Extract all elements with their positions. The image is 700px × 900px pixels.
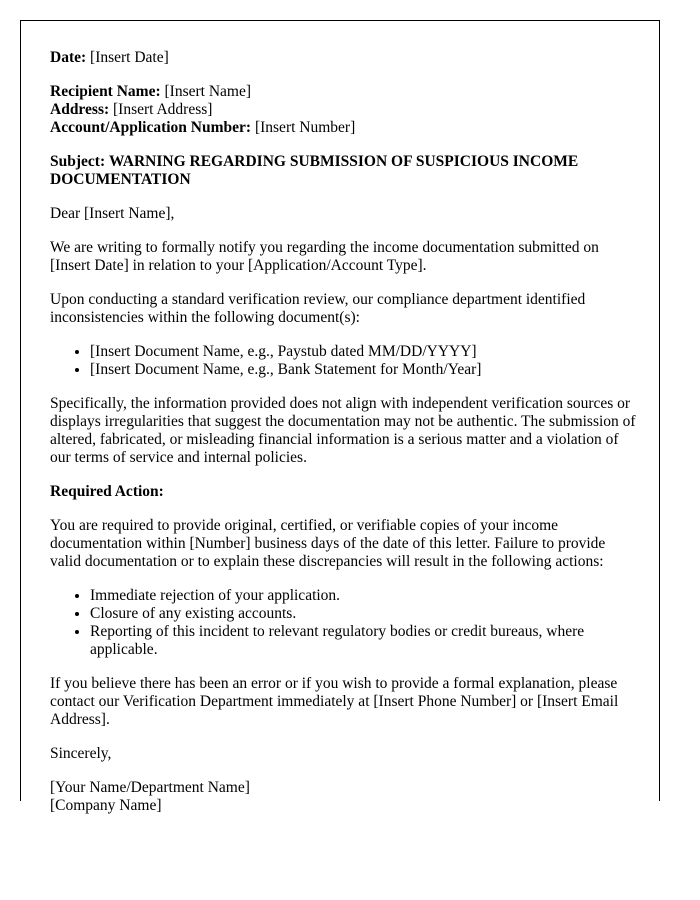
list-item: • [Insert Document Name, e.g., Bank Statement for Month/Year] [90,361,638,379]
date-line [50,49,638,67]
recipient-label: Recipient Name: [50,83,161,100]
recipient-value: [Insert Name] [164,83,251,100]
list-item: • Immediate rejection of your application. [90,587,638,605]
specifics-paragraph: Specifically, the information provided does not align with independent verification sources or displays irregularities that suggest the documentation may not be authentic. The submission of altered, fabricated, or misleading financial information is a serious matter and a violation of our terms of service and internal policies. [50,395,636,466]
subject-label: Subject: [50,153,106,170]
contact-paragraph: If you believe there has been an error or if you wish to provide a formal explanation, please contact our Verification Department immediately at [Insert Phone Number] or [Insert Email Address]. [50,675,619,728]
salutation: Dear [Insert Name], [50,205,175,222]
review-paragraph: Upon conducting a standard verification review, our compliance department identified inconsistencies within the following document(s): [50,291,586,326]
required-action-label: Required Action: [50,483,164,500]
list-item: • Closure of any existing accounts. [90,605,638,623]
date-label: Date: [50,49,87,66]
account-line [50,119,638,137]
required-action-paragraph: You are required to provide original, certified, or verifiable copies of your income documentation within [Number] business days of the date of this letter. Failure to provide valid documentation or to explain these discrepancies will result in the following actions: [50,517,606,570]
signer-name: [Your Name/Department Name] [50,779,250,796]
recipient-line [50,83,638,101]
date-value: [Insert Date] [90,49,169,66]
list-item: • [Insert Document Name, e.g., Paystub dated MM/DD/YYYY] [90,343,638,361]
required-action-heading [50,483,638,501]
letter-body [50,49,638,815]
action-list [50,587,638,659]
recipient-block [50,83,638,137]
subject-text: WARNING REGARDING SUBMISSION OF SUSPICIOUS INCOME DOCUMENTATION [50,153,579,188]
address-value: [Insert Address] [113,101,213,118]
address-line [50,101,638,119]
sign-off: Sincerely, [50,745,112,762]
company-name: [Company Name] [50,797,162,814]
document-list [50,343,638,379]
letter-page [20,20,660,814]
address-label: Address: [50,101,110,118]
intro-paragraph: We are writing to formally notify you regarding the income documentation submitted on [Insert Date] in relation to your [Application/Account Type]. [50,239,599,274]
list-item: • Reporting of this incident to relevant regulatory bodies or credit bureaus, where applicable. [90,623,638,659]
subject-line [50,153,638,189]
account-value: [Insert Number] [254,119,356,136]
account-label: Account/Application Number: [50,119,252,136]
